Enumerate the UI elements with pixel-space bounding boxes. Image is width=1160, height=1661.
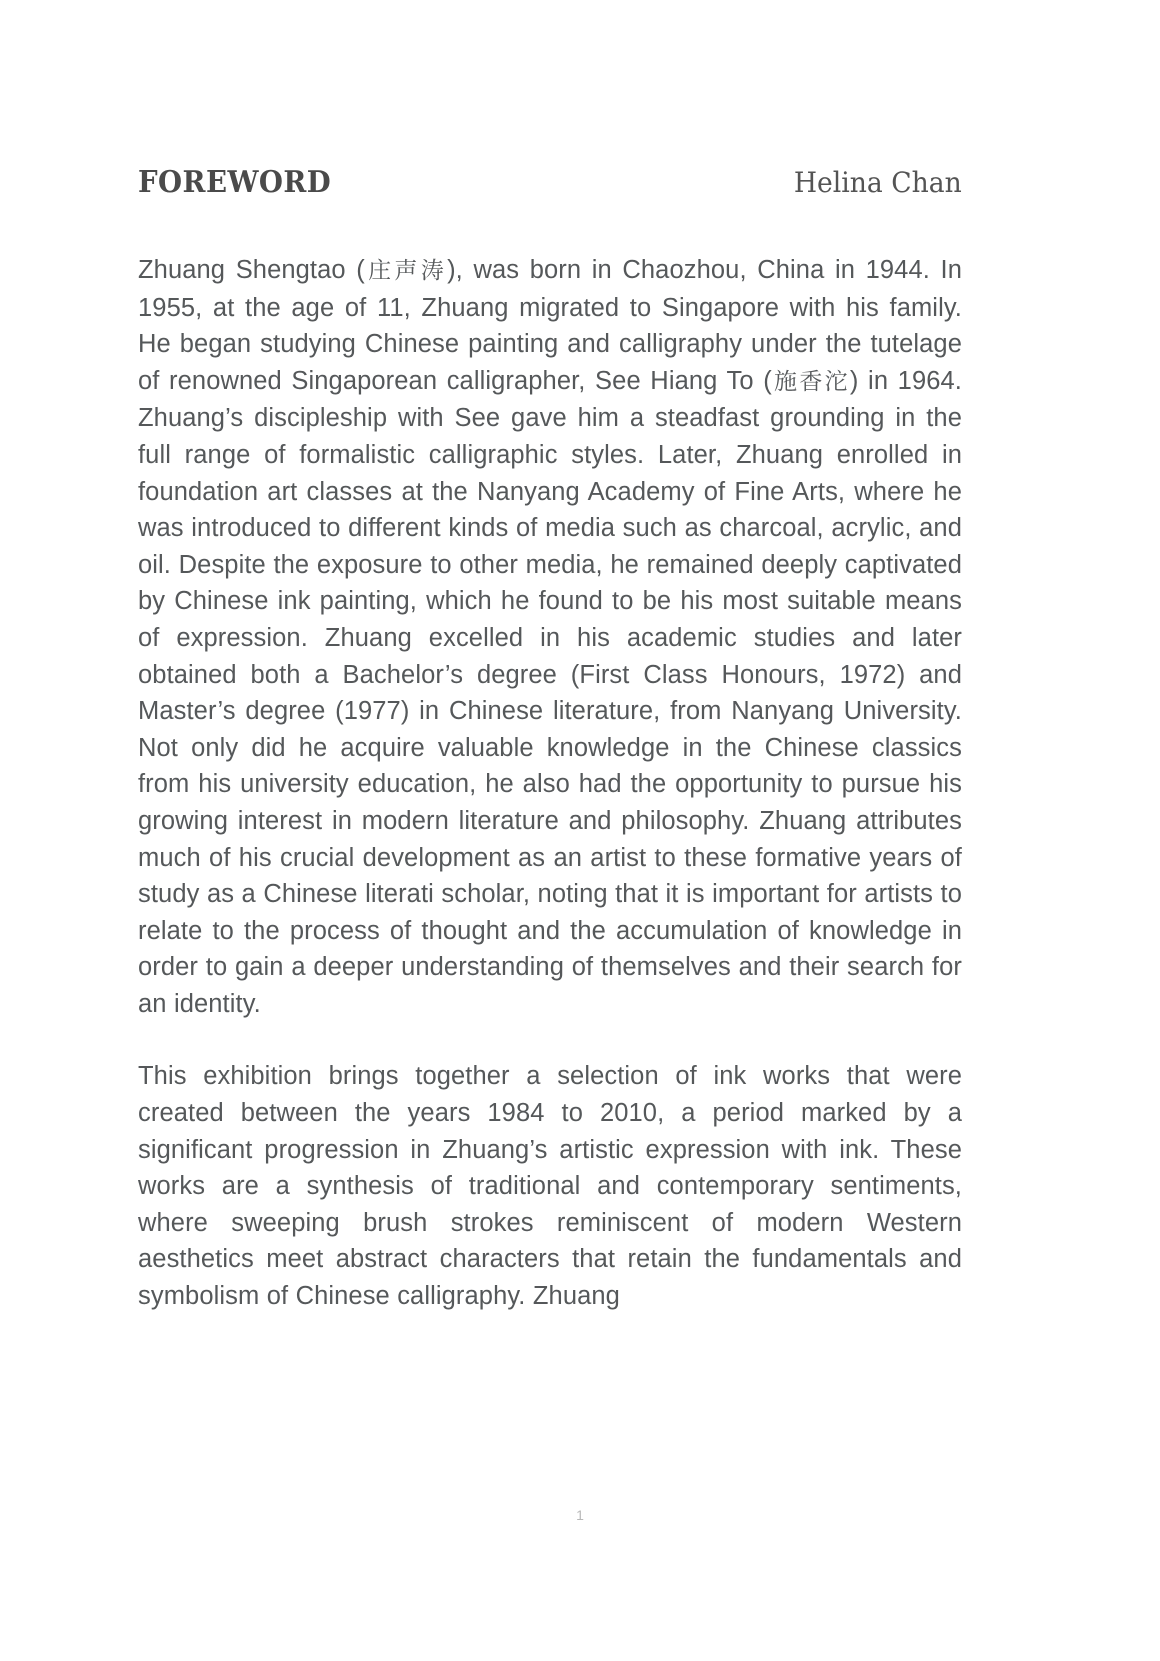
page-number: 1 xyxy=(576,1507,584,1523)
chinese-name-see-hiang-to: 施香沱 xyxy=(771,368,850,395)
body-text xyxy=(138,252,962,1315)
chinese-name-zhuang-shengtao: 庄声涛 xyxy=(364,258,448,284)
paragraph-2: This exhibition brings together a selection of ink works that were created between the years 1984 to 2010, a period marked by a significant progression in Zhuang’s artistic expression with ink. These works are a synthesis of traditional and contemporary sentiments, where sweeping brush strokes reminiscent of modern Western aesthetics meet abstract characters that retain the fundamentals and symbolism of Chinese calligraphy. Zhuang xyxy=(138,1062,962,1311)
paragraph-1-segment-1: Zhuang Shengtao ( xyxy=(138,256,365,284)
paragraph-1-segment-2: ), was born in Chaozhou, China in 1944. In 1955, at the age of 11, Zhuang migrated to Singapore with his family. He began studying Chinese painting and calligraphy under the tutelage of renowned Singaporean calligrapher, See Hiang To ( xyxy=(138,256,962,395)
page-title: FOREWORD xyxy=(138,165,332,200)
paragraph-1 xyxy=(138,252,962,1022)
paragraph-1-segment-3: ) in 1964. Zhuang’s discipleship with See gave him a steadfast grounding in the full range of formalistic calligraphic styles. Later, Zhuang enrolled in foundation art classes at the Nanyang Academy of Fine Arts, where he was introduced to different kinds of media such as charcoal, acrylic, and oil. Despite the exposure to other media, he remained deeply captivated by Chinese ink painting, which he found to be his most suitable means of expression. Zhuang excelled in his academic studies and later obtained both a Bachelor’s degree (First Class Honours, 1972) and Master’s degree (1977) in Chinese literature, from Nanyang University. Not only did he acquire valuable knowledge in the Chinese classics from his university education, he also had the opportunity to pursue his growing interest in modern literature and philosophy. Zhuang attributes much of his crucial development as an artist to these formative years of study as a Chinese literati scholar, noting that it is important for artists to relate to the process of thought and the accumulation of knowledge in order to gain a deeper understanding of themselves and their search for an identity. xyxy=(138,366,962,1018)
page-header xyxy=(138,165,962,210)
author-name: Helina Chan xyxy=(794,166,962,199)
